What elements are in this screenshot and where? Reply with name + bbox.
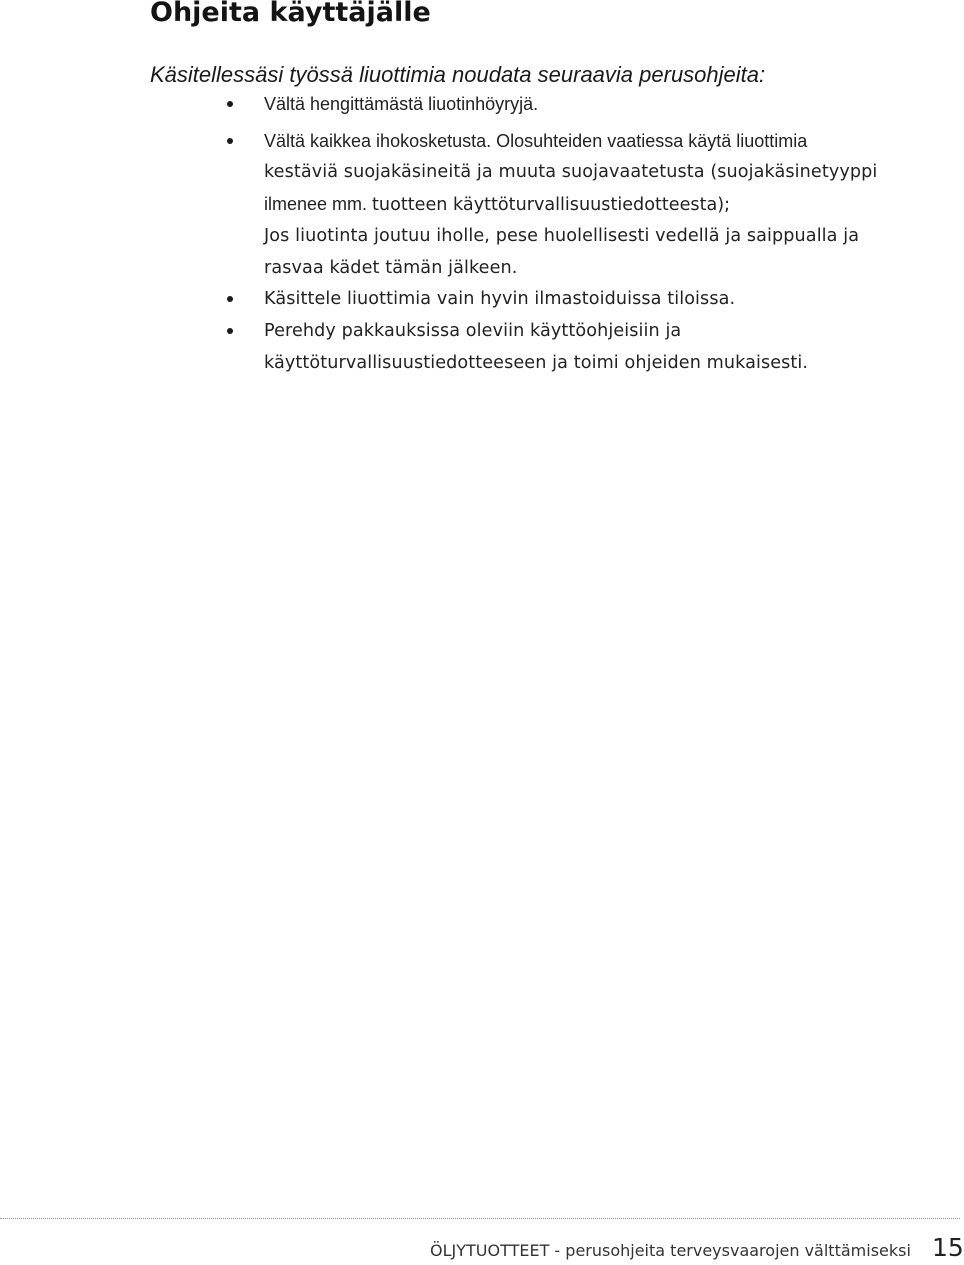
- list-item-line: Perehdy pakkauksissa oleviin käyttöohjeisiin ja: [264, 321, 682, 341]
- list-item-fragment: tuotteen käyttöturvallisuustiedotteesta);: [372, 195, 731, 215]
- page-number: 15: [932, 1233, 964, 1262]
- bullet-icon: [227, 328, 233, 334]
- list-item-line: Vältä hengittämästä liuotinhöyryjä.: [264, 94, 539, 114]
- list-item-line: käyttöturvallisuustiedotteeseen ja toimi ohjeiden mukaisesti.: [264, 353, 809, 373]
- list-item-line: Jos liuotinta joutuu iholle, pese huolellisesti vedellä ja saippualla ja: [264, 226, 860, 246]
- list-item-line: Käsittele liuottimia vain hyvin ilmastoiduissa tiloissa.: [264, 289, 736, 309]
- bullet-icon: [227, 138, 233, 144]
- bullet-icon: [227, 101, 233, 107]
- intro-text: Käsitellessäsi työssä liuottimia noudata seuraavia perusohjeita:: [150, 62, 766, 87]
- list-item-line: rasvaa kädet tämän jälkeen.: [264, 258, 518, 278]
- list-item-line: kestäviä suojakäsineitä ja muuta suojavaatetusta (suojakäsinetyyppi: [264, 162, 878, 182]
- footer-text: ÖLJYTUOTTEET - perusohjeita terveysvaarojen välttämiseksi: [430, 1241, 911, 1260]
- list-item-line: Vältä kaikkea ihokosketusta. Olosuhteiden vaatiessa käytä liuottimia: [264, 131, 808, 151]
- list-item-fragment: ilmenee mm.: [264, 194, 373, 214]
- list-item-line: [264, 191, 730, 218]
- page-title: Ohjeita käyttäjälle: [150, 0, 431, 28]
- footer-divider: [0, 1218, 960, 1219]
- bullet-icon: [227, 296, 233, 302]
